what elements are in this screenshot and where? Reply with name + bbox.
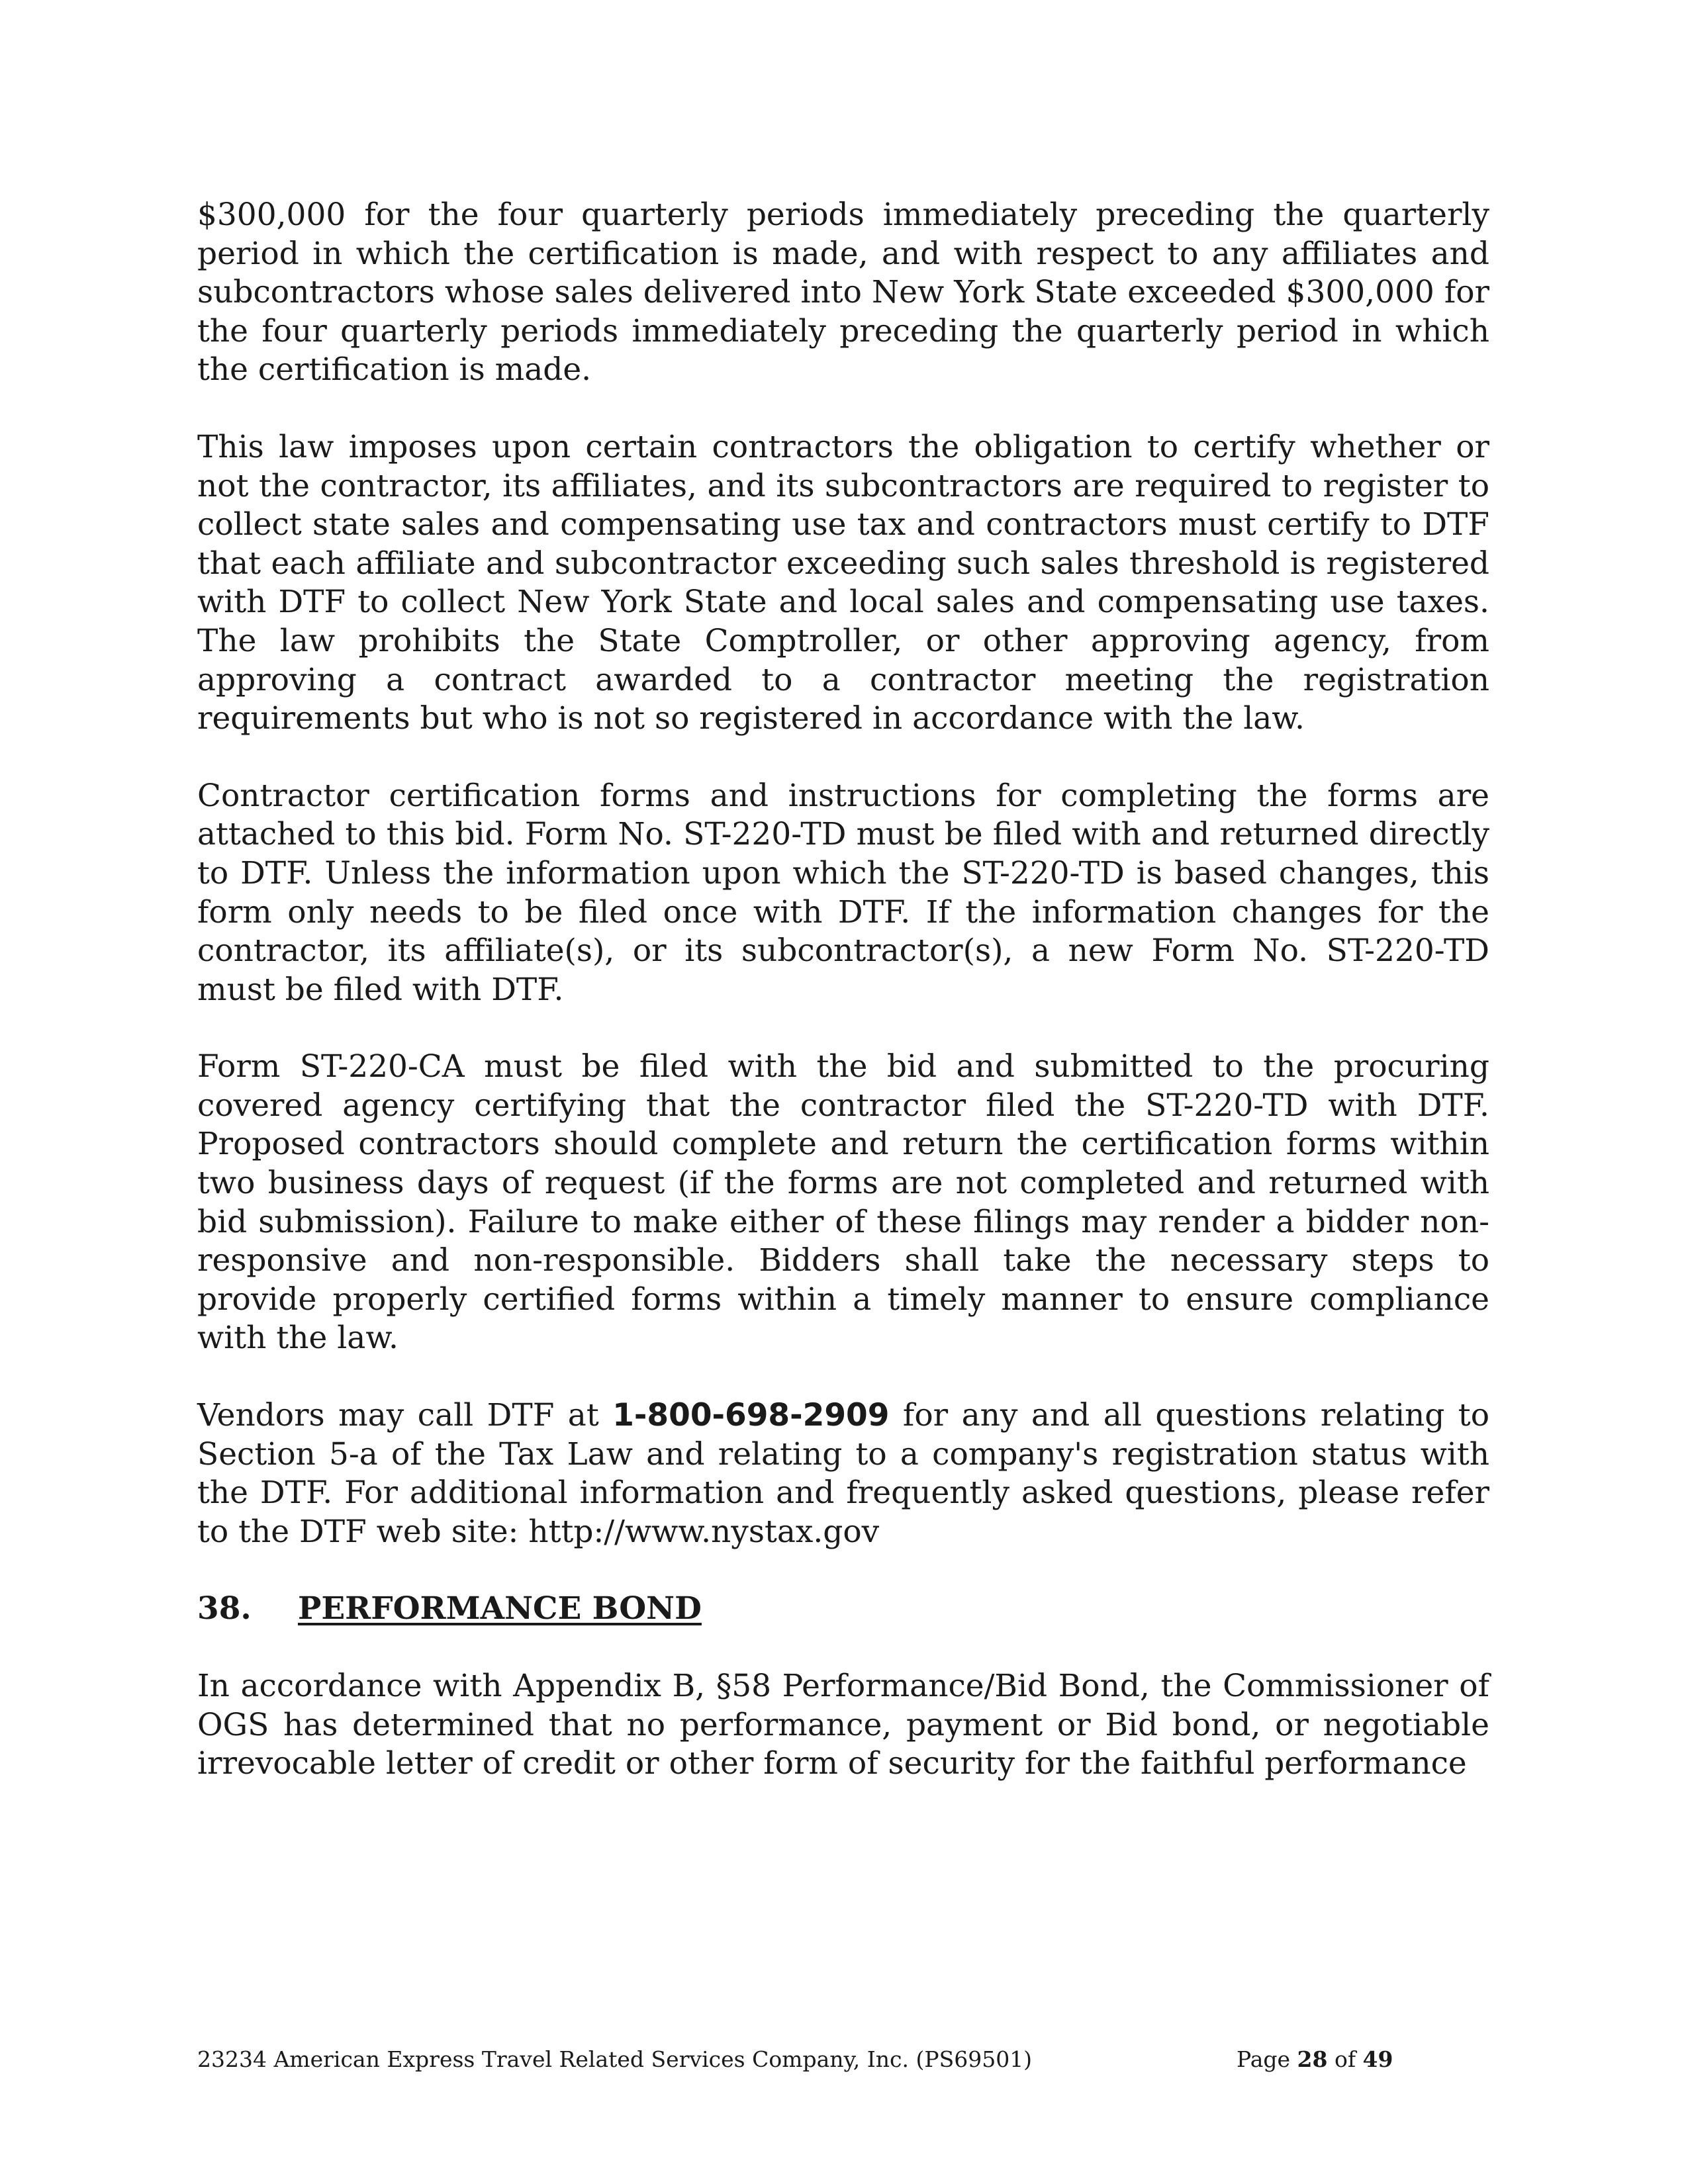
paragraph-form-st220ca: Form ST-220-CA must be filed with the bid and submitted to the procuring covered agency certifying that the contractor filed the ST-220-TD with DTF. Proposed contractors should complete and return the certification forms within two business days of request (if the forms are not completed and returned with bid submission). Failure to make either of these filings may render a bidder non-responsive and non-responsible. Bidders shall take the necessary steps to provide properly certified forms within a timely manner to ensure compliance with the law.	[197, 1048, 1489, 1357]
page-number: 28	[1297, 2046, 1328, 2072]
page-prefix: Page	[1237, 2046, 1297, 2072]
footer-document-id: 23234 American Express Travel Related Services Company, Inc. (PS69501)	[197, 2046, 1033, 2072]
paragraph-sales-threshold: $300,000 for the four quarterly periods immediately preceding the quarterly period in which the certification is made, and with respect to any affiliates and subcontractors whose sales delivered into New York State exceeded $300,000 for the four quarterly periods immediately preceding the quarterly period in which the certification is made.	[197, 197, 1489, 388]
paragraph-performance-bond: In accordance with Appendix B, §58 Performance/Bid Bond, the Commissioner of OGS has determined that no performance, payment or Bid bond, or negotiable irrevocable letter of credit or other form of security for the faithful performance	[197, 1668, 1489, 1782]
page-of: of	[1327, 2046, 1363, 2072]
section-heading	[197, 1590, 1489, 1629]
document-body	[197, 196, 1489, 1784]
paragraph-law-obligation: This law imposes upon certain contractors the obligation to certify whether or not the contractor, its affiliates, and its subcontractors are required to register to collect state sales and compensating use tax and contractors must certify to DTF that each affiliate and subcontractor exceeding such sales threshold is registered with DTF to collect New York State and local sales and compensating use taxes. The law prohibits the State Comptroller, or other approving agency, from approving a contract awarded to a contractor meeting the registration requirements but who is not so registered in accordance with the law.	[197, 428, 1489, 737]
section-number: 38.	[197, 1590, 252, 1627]
page-total: 49	[1362, 2046, 1393, 2072]
paragraph-vendor-contact	[197, 1396, 1489, 1551]
section-title: PERFORMANCE BOND	[298, 1590, 702, 1627]
vendor-text-after: for any and all questions relating to Section 5-a of the Tax Law and relating to a company's registration status with the DTF. For additional information and frequently asked questions, please refer to the DTF web site: http://www.nystax.gov	[197, 1397, 1489, 1550]
paragraph-certification-forms: Contractor certification forms and instructions for completing the forms are attached to this bid. Form No. ST-220-TD must be filed with and returned directly to DTF. Unless the information upon which the ST-220-TD is based changes, this form only needs to be filed once with DTF. If the information changes for the contractor, its affiliate(s), or its subcontractor(s), a new Form No. ST-220-TD must be filed with DTF.	[197, 777, 1489, 1008]
vendor-text-before: Vendors may call DTF at	[197, 1397, 613, 1434]
dtf-phone-number: 1-800-698-2909	[612, 1397, 890, 1434]
page-indicator	[1237, 2046, 1393, 2073]
